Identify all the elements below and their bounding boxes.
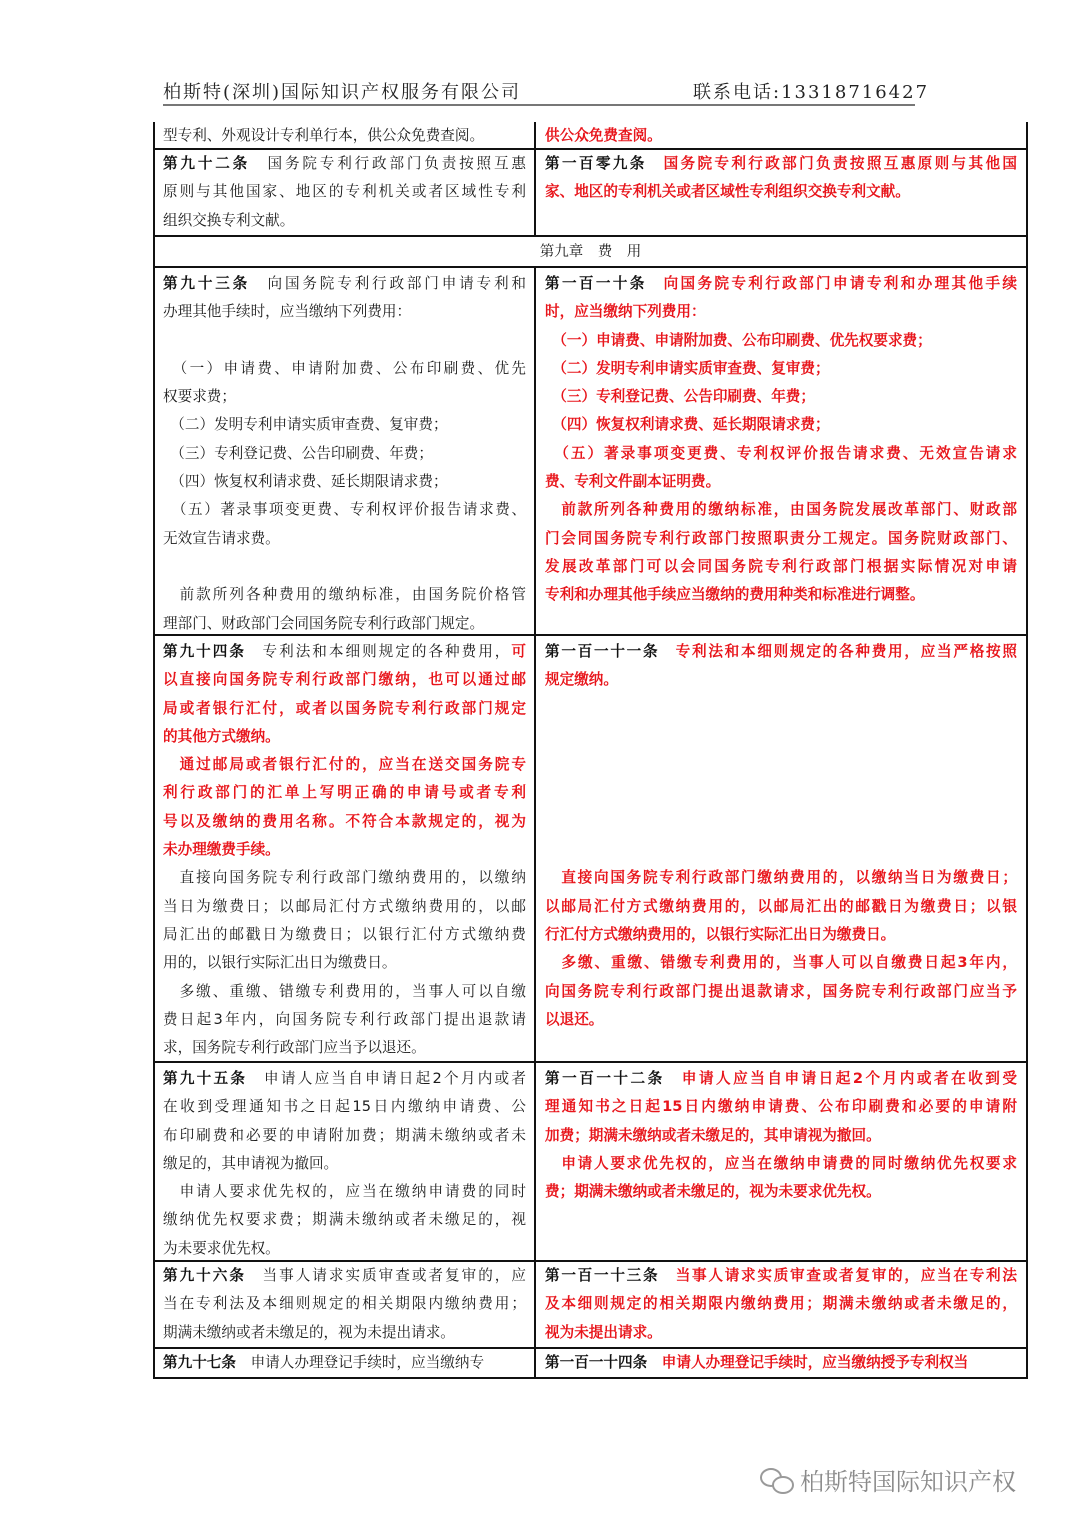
text-line: [163, 666, 526, 694]
contact-phone: 联系电话:13318716427: [693, 82, 930, 103]
text-segment: 当日为缴费日；以邮局汇付方式缴纳费用的，以邮: [163, 897, 526, 915]
text-segment: 前款所列各种费用的缴纳标准，: [545, 501, 791, 519]
text-segment: 缴纳优先权要求费；期满未缴纳或者未缴足的，视: [163, 1211, 526, 1229]
text-line: [163, 949, 526, 977]
text-segment: （四）恢复权利请求费、延长期限请求费；: [545, 416, 830, 434]
new-rule-cell: [536, 1063, 1026, 1260]
text-segment: 费；期满未缴纳或者未缴足的，视为未要求优先权。: [545, 1183, 881, 1201]
row-article-97: [155, 1349, 1026, 1379]
text-segment: 向国务院专利行政部门提出退款请求，国务院专利行政部门应当予: [545, 982, 1017, 1000]
text-segment: 无效宣告请求费。: [163, 529, 280, 547]
article-number: 第九十六条: [163, 1267, 246, 1284]
amended-text: 利行政部门的汇单上写明正确的申请号或者专利: [163, 784, 526, 802]
text-segment: （四）恢复权利请求费、延长期限请求费；: [163, 473, 448, 491]
amended-text: 应当严格按照: [920, 643, 1017, 660]
text-line: [163, 150, 526, 178]
amended-text: 未办理缴费手续。: [163, 841, 280, 859]
text-segment: 前款所列各种费用的缴纳标准，由国务院价格管: [163, 586, 526, 604]
amended-text: 由国务院发展改革部门、财政部: [790, 501, 1017, 519]
amended-text: 专利和办理其他手续应当缴纳的费用种类和标准进行调整。: [545, 586, 925, 604]
text-line: [545, 723, 1017, 751]
text-segment: 费日起3年内，向国务院专利行政部门提出退款请: [163, 1010, 526, 1028]
text-segment: 以邮局汇付方式缴纳费用的，以邮局汇出的邮戳日为缴费日；以银: [545, 897, 1017, 915]
old-rule-cell: [155, 1262, 536, 1347]
text-line: [545, 553, 1017, 581]
text-line: [163, 836, 526, 864]
text-segment: 期满未缴纳或者未缴足的，视为未提出请求。: [163, 1323, 455, 1341]
text-segment: 申请人应当自申请日起2个月内或者在收到受: [664, 1070, 1017, 1087]
text-line: [163, 327, 526, 355]
company-name: 柏斯特(深圳)国际知识产权服务有限公司: [163, 82, 522, 103]
text-line: [545, 496, 1017, 524]
text-segment: 。: [705, 473, 721, 491]
text-segment: 理部门、财政部门会同国务院专利行政部门规定。: [163, 614, 485, 632]
text-line: [545, 440, 1017, 468]
old-rule-cell: [155, 1349, 536, 1379]
old-rule-cell: [155, 636, 536, 1061]
text-segment: 局汇出的邮戳日为缴费日；以银行汇付方式缴纳费: [163, 925, 526, 943]
amended-text: 局或者银行汇付，或者以国务院专利行政部门规定: [163, 699, 526, 717]
text-line: [545, 638, 1017, 666]
text-segment: 布印刷费和必要的申请附加费；期满未缴纳或者未: [163, 1126, 526, 1144]
text-line: [545, 751, 1017, 779]
text-line: [545, 1122, 1017, 1150]
text-segment: 多缴、重缴、错缴专利费用的，当事人可以自缴费日起3年内，: [545, 954, 1017, 972]
text-line: [163, 581, 526, 609]
text-segment: 直接向国务院专利行政部门缴纳费用的，以缴纳当日为缴费日；: [545, 869, 1017, 887]
old-rule-cell: [155, 150, 536, 235]
text-line: [163, 808, 526, 836]
row-article-94: [155, 636, 1026, 1063]
row-article-95: [155, 1063, 1026, 1262]
new-rule-cell: [536, 150, 1026, 235]
text-segment: 供公众免费查阅。: [545, 127, 662, 144]
article-number: 第九十三条: [163, 275, 251, 292]
text-line: [163, 1290, 526, 1318]
text-segment: （三）专利登记费、公告印刷费、年费；: [163, 444, 433, 462]
text-segment: 组织交换专利文献。: [163, 211, 295, 229]
text-line: [545, 779, 1017, 807]
text-line: [545, 178, 1017, 206]
text-segment: 向国务院专利行政部门申请专利和: [250, 275, 526, 292]
text-segment: 家、地区的专利机关或者区域性专利组织交换专利文献。: [545, 183, 910, 201]
text-line: [545, 298, 1017, 326]
text-line: [545, 411, 1017, 439]
text-segment: 直接向国务院专利行政部门缴纳费用的，以缴纳: [163, 869, 526, 887]
text-line: [163, 1262, 526, 1290]
text-line: [545, 525, 1017, 553]
text-segment: 国务院专利行政部门负责按照互惠原则与其他国: [646, 155, 1017, 172]
text-line: [163, 610, 526, 638]
amended-text: 规定缴纳。: [545, 671, 618, 689]
text-line: [545, 666, 1017, 694]
text-line: [163, 383, 526, 411]
text-segment: 国务院专利行政部门负责按照互惠: [250, 155, 526, 172]
text-segment: 费、: [545, 473, 575, 491]
text-line: [163, 207, 526, 235]
text-segment: 专利法和本细则规定的各种费用，: [245, 643, 512, 660]
watermark-text: 柏斯特国际知识产权: [800, 1468, 1016, 1496]
text-line: [163, 1349, 526, 1377]
text-line: [163, 978, 526, 1006]
text-segment: 申请人办理登记手续时，应当缴纳专: [235, 1354, 485, 1371]
text-segment: （二）发明专利申请实质审查费、复审费；: [545, 359, 830, 377]
article-number: 第一百一十四条: [545, 1354, 648, 1371]
new-rule-cell: [536, 1349, 1026, 1379]
amended-text: 专利文件副本证明费: [574, 473, 706, 491]
text-line: [163, 1319, 526, 1347]
header-divider: [163, 104, 915, 106]
text-line: [163, 779, 526, 807]
text-line: [545, 1349, 1017, 1377]
text-line: [545, 1290, 1017, 1318]
text-line: [163, 1178, 526, 1206]
amended-text: 的其他方式缴纳。: [163, 727, 280, 745]
text-line: [545, 1262, 1017, 1290]
article-number: 第九十四条: [163, 643, 246, 660]
text-segment: 当事人请求实质审查或者复审的，应当在专利法: [659, 1267, 1017, 1284]
text-line: [545, 150, 1017, 178]
text-segment: 专利法和本细则规定的各种费用，: [659, 643, 921, 660]
text-line: [545, 978, 1017, 1006]
text-line: [163, 921, 526, 949]
old-rule-cell: [155, 268, 536, 634]
text-segment: 加费；期满未缴纳或者未缴足的，其申请视为撤回。: [545, 1126, 881, 1144]
text-line: [545, 1150, 1017, 1178]
text-segment: 理通知书之日起15日内缴纳申请费、公布印刷费和必要的申请附: [545, 1098, 1017, 1116]
text-line: [545, 468, 1017, 496]
text-segment: 缴足的，其申请视为撤回。: [163, 1154, 339, 1172]
new-rule-cell: [536, 636, 1026, 1061]
article-number: 第一百一十条: [545, 275, 647, 292]
text-segment: 型专利、外观设计专利单行本，供公众免费查阅。: [163, 127, 485, 144]
text-line: [545, 808, 1017, 836]
text-line: [163, 1093, 526, 1121]
old-rule-cell: [155, 1063, 536, 1260]
text-line: [545, 921, 1017, 949]
text-line: [545, 1319, 1017, 1347]
text-segment: 申请人办理登记手续时，应当缴纳授予专利权当: [647, 1354, 969, 1371]
text-line: [163, 723, 526, 751]
text-segment: 申请人要求优先权的，应当在缴纳申请费的同时缴纳优先权要求: [545, 1154, 1017, 1172]
text-segment: 当事人请求实质审查或者复审的，应: [245, 1267, 526, 1284]
text-line: [163, 355, 526, 383]
text-line: [545, 695, 1017, 723]
text-line: [545, 122, 1017, 150]
text-line: [163, 440, 526, 468]
text-segment: 原则与其他国家、地区的专利机关或者区域性专利: [163, 183, 526, 201]
article-number: 第一百一十三条: [545, 1267, 660, 1284]
article-number: 第九十五条: [163, 1070, 248, 1087]
text-segment: （一）申请费、申请附加费、公布印刷费、优先权要求费；: [545, 331, 932, 349]
text-line: [545, 864, 1017, 892]
new-rule-cell: [536, 268, 1026, 634]
article-number: 第一百零九条: [545, 155, 647, 172]
text-segment: 多缴、重缴、错缴专利费用的，当事人可以自缴: [163, 982, 526, 1000]
text-segment: （三）专利登记费、公告印刷费、年费；: [545, 388, 815, 406]
text-line: [163, 695, 526, 723]
text-segment: （二）发明专利申请实质审查费、复审费；: [163, 416, 448, 434]
text-segment: 用的，以银行实际汇出日为缴费日。: [163, 954, 397, 972]
text-line: [163, 1065, 526, 1093]
new-rule-cell: [536, 1262, 1026, 1347]
comparison-table: [153, 122, 1028, 1379]
text-line: [163, 298, 526, 326]
text-segment: 权要求费；: [163, 388, 236, 406]
text-segment: （一）申请费、申请附加费、公布印刷费、优先: [163, 359, 526, 377]
watermark: [760, 1462, 1016, 1497]
text-line: [163, 1122, 526, 1150]
text-segment: 办理其他手续时，应当缴纳下列费用：: [163, 303, 412, 321]
amended-text: 通过邮局或者银行汇付的，应当在送交国务院专: [163, 756, 526, 774]
amended-text: 门会同国务院专利行政部门按照职责分工规定。国务院财政部门、: [545, 529, 1017, 547]
text-line: [163, 468, 526, 496]
text-line: [163, 178, 526, 206]
row-chapter-9: [155, 237, 1026, 268]
text-line: [545, 949, 1017, 977]
article-number: 第一百一十一条: [545, 643, 660, 660]
text-segment: 申请人应当自申请日起2个月内或者: [247, 1070, 526, 1087]
text-line: [163, 553, 526, 581]
text-segment: 时，应当缴纳下列费用：: [545, 303, 706, 321]
text-line: [545, 355, 1017, 383]
article-number: 第九十七条: [163, 1354, 236, 1371]
text-segment: 行汇付方式缴纳费用的，以银行实际汇出日为缴费日。: [545, 925, 896, 943]
text-line: [545, 1006, 1017, 1034]
text-line: [163, 1206, 526, 1234]
text-line: [163, 638, 526, 666]
text-line: [163, 1235, 526, 1263]
row-continued: [155, 122, 1026, 150]
text-line: [545, 270, 1017, 298]
text-line: [163, 893, 526, 921]
text-line: [163, 270, 526, 298]
text-line: [545, 327, 1017, 355]
text-line: [163, 864, 526, 892]
row-article-96: [155, 1262, 1026, 1349]
text-segment: （五）著录事项变更费、专利权评价报告请求费、无效宣告请求: [545, 444, 1017, 462]
chapter-title: 第九章 费 用: [539, 244, 642, 260]
old-rule-cell: [155, 122, 536, 148]
text-segment: 以退还。: [545, 1010, 604, 1028]
text-line: [545, 1065, 1017, 1093]
text-line: [163, 751, 526, 779]
amended-text: 可: [511, 643, 526, 660]
text-segment: 求，国务院专利行政部门应当予以退还。: [163, 1039, 426, 1057]
amended-text: 以直接向国务院专利行政部门缴纳，也可以通过邮: [163, 671, 526, 689]
text-line: [545, 581, 1017, 609]
text-segment: 为未要求优先权。: [163, 1239, 280, 1257]
text-segment: 在收到受理通知书之日起15日内缴纳申请费、公: [163, 1098, 526, 1116]
text-line: [545, 893, 1017, 921]
article-number: 第九十二条: [163, 155, 251, 172]
text-line: [163, 525, 526, 553]
text-line: [163, 496, 526, 524]
row-article-93: [155, 268, 1026, 636]
text-segment: 视为未提出请求。: [545, 1323, 662, 1341]
text-segment: 申请人要求优先权的，应当在缴纳申请费的同时: [163, 1183, 526, 1201]
text-line: [163, 411, 526, 439]
text-segment: 当在专利法及本细则规定的相关期限内缴纳费用；: [163, 1295, 526, 1313]
text-line: [163, 1034, 526, 1062]
row-article-92: [155, 150, 1026, 237]
new-rule-cell: [536, 122, 1026, 148]
text-line: [545, 836, 1017, 864]
text-line: [545, 383, 1017, 411]
text-segment: （五）著录事项变更费、专利权评价报告请求费、: [163, 501, 526, 519]
text-line: [163, 1006, 526, 1034]
text-line: [163, 1150, 526, 1178]
text-line: [545, 1093, 1017, 1121]
text-segment: 向国务院专利行政部门申请专利和办理其他手续: [646, 275, 1017, 292]
article-number: 第一百一十二条: [545, 1070, 665, 1087]
text-line: [163, 122, 526, 150]
text-segment: 及本细则规定的相关期限内缴纳费用；期满未缴纳或者未缴足的，: [545, 1295, 1017, 1313]
amended-text: 发展改革部门可以会同国务院专利行政部门根据实际情况对申请: [545, 557, 1017, 575]
amended-text: 号以及缴纳的费用名称。不符合本款规定的，视为: [163, 812, 526, 830]
wechat-icon: [760, 1466, 794, 1494]
text-line: [545, 1178, 1017, 1206]
